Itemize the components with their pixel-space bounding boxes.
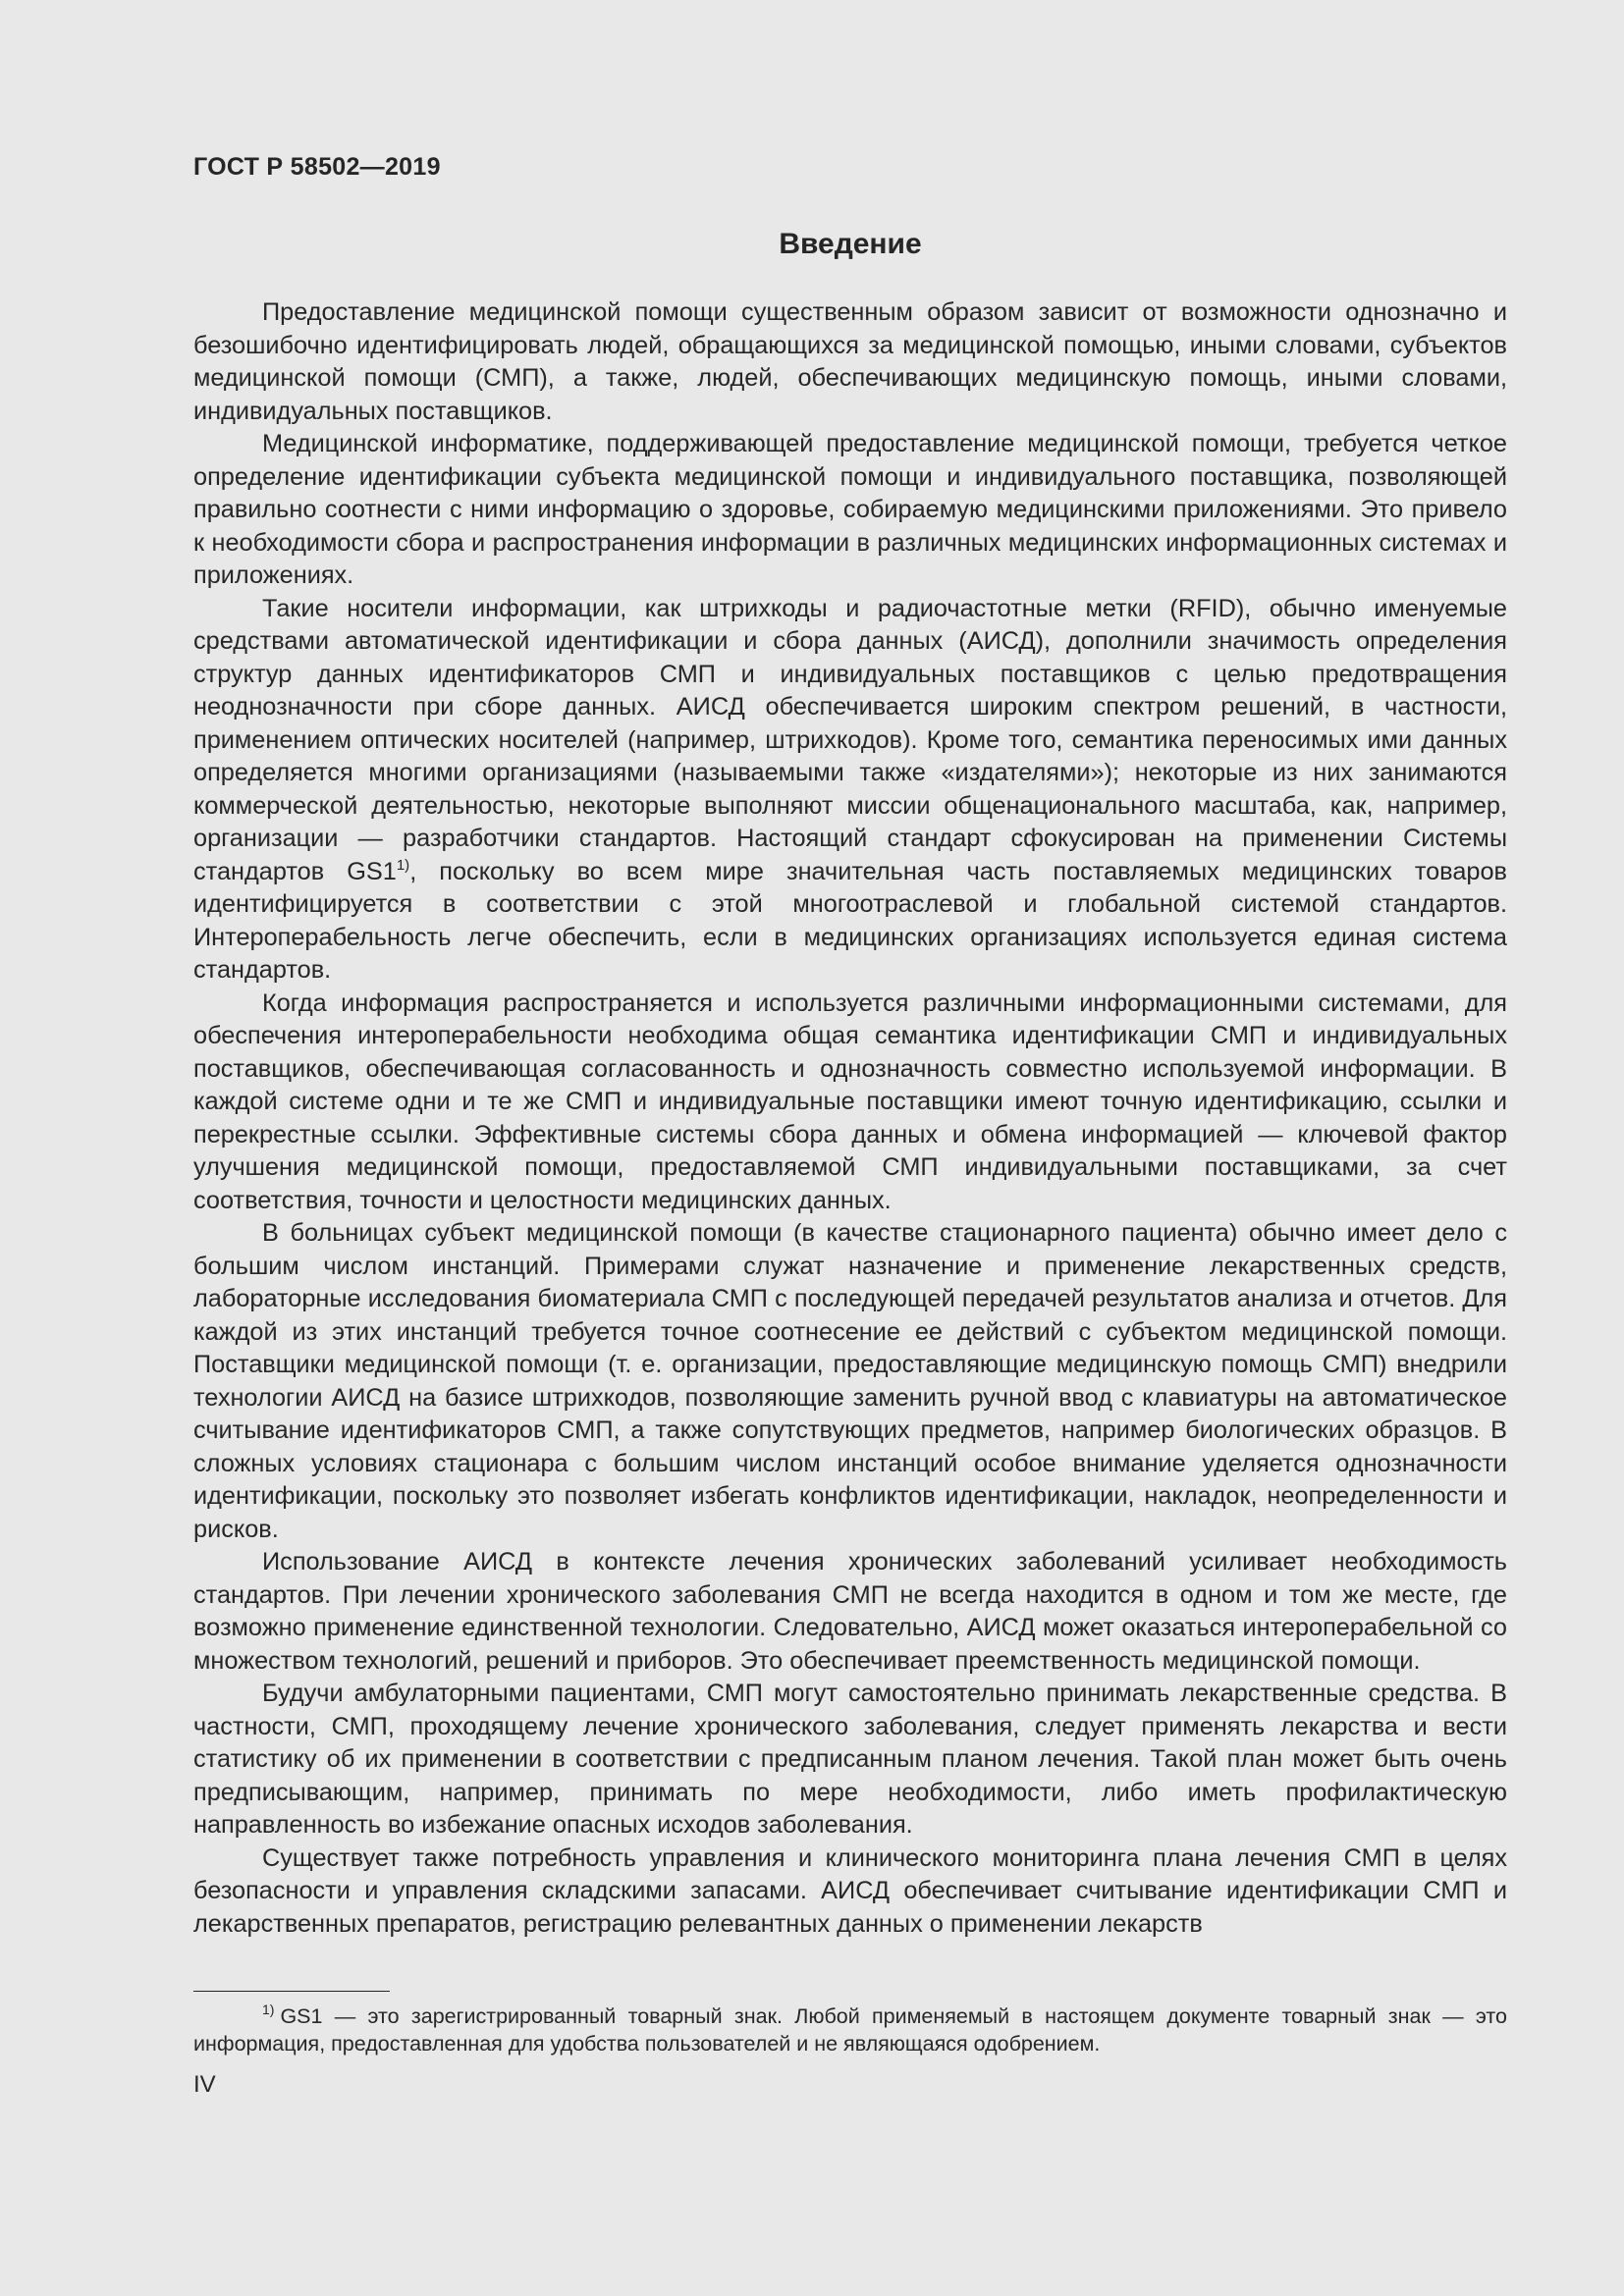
paragraph-3-text-end: , поскольку во всем мире значительная часть поставляемых медицинских товаров идентифицируется в соответствии с этой многоотраслевой и глобальной системой стандартов. Интероперабельность легче обеспечить, если в медицинских организациях используется единая система стандартов. bbox=[193, 857, 1507, 984]
document-body bbox=[193, 296, 1507, 1941]
footnote-reference: 1) bbox=[396, 856, 410, 874]
footnote bbox=[193, 2002, 1507, 2057]
paragraph-5: В больницах субъект медицинской помощи (в качестве стационарного пациента) обычно имеет дело с большим числом инстанций. Примерами служат назначение и применение лекарственных средств, лабораторные исследования биоматериала СМП с последующей передачей результатов анализа и отчетов. Для каждой из этих инстанций требуется точное соотнесение ее действий с субъектом медицинской помощи. Поставщики медицинской помощи (т. е. организации, предоставляющие медицинскую помощь СМП) внедрили технологии АИСД на базисе штрихкодов, позволяющие заменить ручной ввод с клавиатуры на автоматическое считывание идентификаторов СМП, а также сопутствующих предметов, например биологических образцов. В сложных условиях стационара с большим числом инстанций особое внимание уделяется однозначности идентификации, поскольку это позволяет избегать конфликтов идентификации, накладок, неопределенности и рисков. bbox=[193, 1219, 1507, 1543]
footnote-divider bbox=[193, 1991, 390, 1992]
paragraph-8: Существует также потребность управления и клинического мониторинга плана лечения СМП в целях безопасности и управления складскими запасами. АИСД обеспечивает считывание идентификации СМП и лекарственных препаратов, регистрацию релевантных данных о применении лекарств bbox=[193, 1843, 1507, 1938]
footnote-text: GS1 — это зарегистрированный товарный знак. Любой применяемый в настоящем документе товарный знак — это информация, предоставленная для удобства пользователей и не являющаяся одобрением. bbox=[193, 2004, 1507, 2056]
paragraph-3-text-start: Такие носители информации, как штрихкоды и радиочастотные метки (RFID), обычно именуемые средствами автоматической идентификации и сбора данных (АИСД), дополнили значимость определения структур данных идентификаторов СМП и индивидуальных поставщиков с целью предотвращения неоднозначности при сборе данных. АИСД обеспечивается широким спектром решений, в частности, применением оптических носителей (например, штрихкодов). Кроме того, семантика переносимых ими данных определяется многими организациями (называемыми также «издателями»); некоторые из них занимаются коммерческой деятельностью, некоторые выполняют миссии общенационального масштаба, как, например, организации — разработчики стандартов. Настоящий стандарт сфокусирован на применении Системы стандартов GS1 bbox=[193, 594, 1507, 885]
paragraph-7: Будучи амбулаторными пациентами, СМП могут самостоятельно принимать лекарственные средства. В частности, СМП, проходящему лечение хронического заболевания, следует применять лекарства и вести статистику об их применении в соответствии с предписанным планом лечения. Такой план может быть очень предписывающим, например, принимать по мере необходимости, либо иметь профилактическую направленность во избежание опасных исходов заболевания. bbox=[193, 1680, 1507, 1839]
standard-code-header: ГОСТ Р 58502—2019 bbox=[193, 153, 441, 181]
paragraph-1: Предоставление медицинской помощи существенным образом зависит от возможности однозначно и безошибочно идентифицировать людей, обращающихся за медицинской помощью, иными словами, субъектов медицинской помощи (СМП), а также, людей, обеспечивающих медицинскую помощь, иными словами, индивидуальных поставщиков. bbox=[193, 298, 1507, 425]
footnote-marker: 1) bbox=[262, 2002, 275, 2017]
paragraph-4: Когда информация распространяется и используется различными информационными системами, для обеспечения интероперабельности необходима общая семантика идентификации СМП и индивидуальных поставщиков, обеспечивающая согласованность и однозначность совместно используемой информации. В каждой системе одни и те же СМП и индивидуальные поставщики имеют точную идентификацию, ссылки и перекрестные ссылки. Эффективные системы сбора данных и обмена информацией — ключевой фактор улучшения медицинской помощи, предоставляемой СМП индивидуальными поставщиками, за счет соответствия, точности и целостности медицинских данных. bbox=[193, 988, 1507, 1214]
page-number: IV bbox=[193, 2071, 216, 2098]
paragraph-2: Медицинской информатике, поддерживающей предоставление медицинской помощи, требуется четкое определение идентификации субъекта медицинской помощи и индивидуального поставщика, позволяющей правильно соотнести с ними информацию о здоровье, собираемую медицинскими приложениями. Это привело к необходимости сбора и распространения информации в различных медицинских информационных системах и приложениях. bbox=[193, 430, 1507, 589]
paragraph-3 bbox=[193, 593, 1507, 988]
paragraph-6: Использование АИСД в контексте лечения хронических заболеваний усиливает необходимость стандартов. При лечении хронического заболевания СМП не всегда находится в одном и том же месте, где возможно применение единственной технологии. Следовательно, АИСД может оказаться интероперабельной со множеством технологий, решений и приборов. Это обеспечивает преемственность медицинской помощи. bbox=[193, 1548, 1507, 1675]
section-title: Введение bbox=[779, 228, 922, 260]
